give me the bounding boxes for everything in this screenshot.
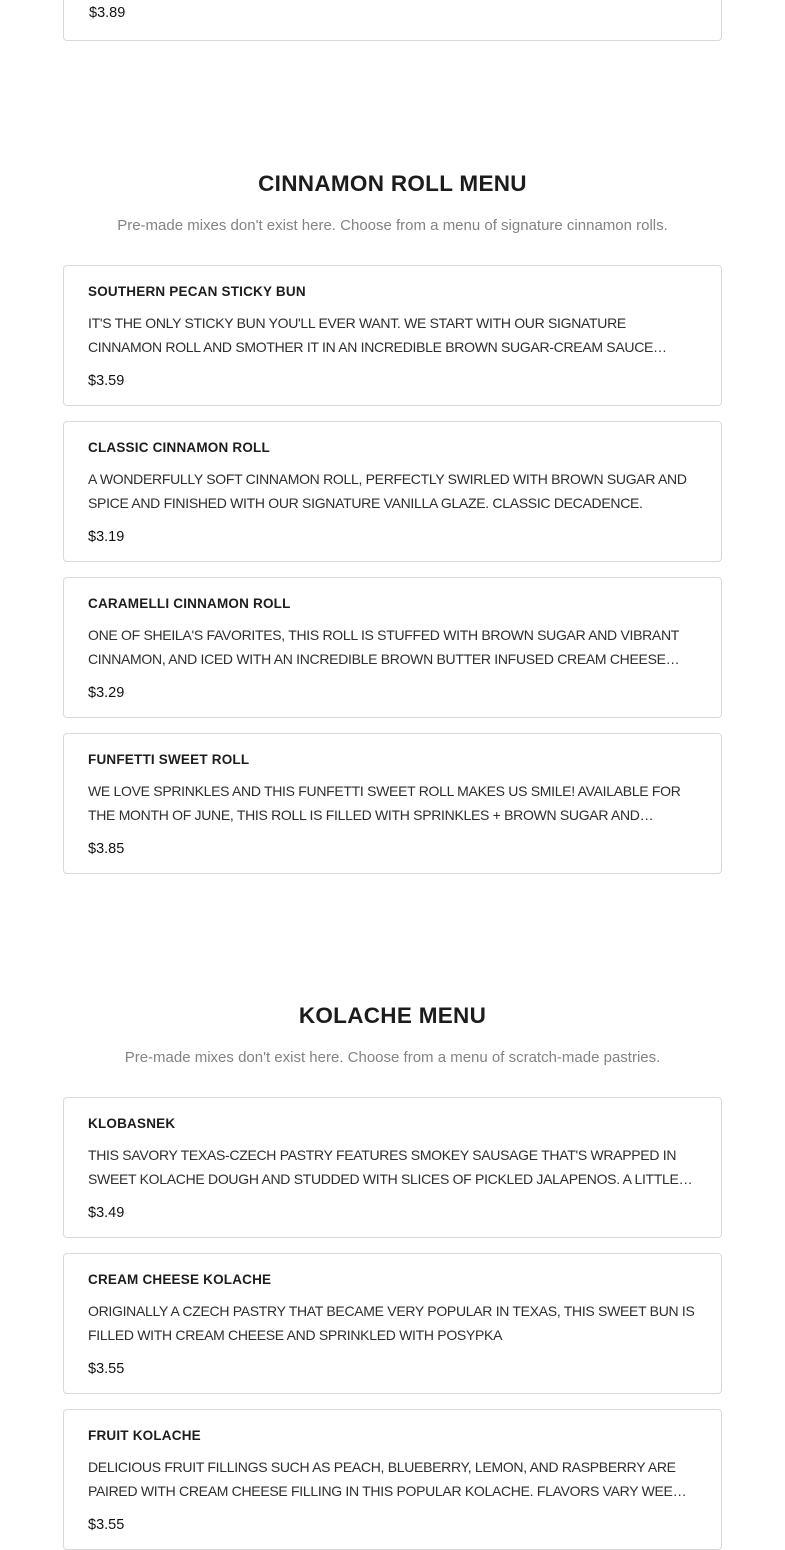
menu-item-card-funfetti-sweet-roll[interactable] [63, 733, 722, 874]
item-name: FUNFETTI SWEET ROLL [88, 752, 250, 767]
item-description: IT'S THE ONLY STICKY BUN YOU'LL EVER WANT. WE START WITH OUR SIGNATURE CINNAMON ROLL AND SMOTHER IT IN AN INCREDIBLE BROWN SUGAR-CREAM SAUCE… [88, 315, 667, 355]
menu-item-card-partial[interactable] [63, 0, 722, 41]
item-name: CREAM CHEESE KOLACHE [88, 1272, 272, 1287]
item-price: $3.59 [88, 373, 125, 389]
item-price: $3.29 [88, 685, 125, 701]
item-price: $3.19 [88, 529, 125, 545]
item-name: KLOBASNEK [88, 1116, 176, 1131]
item-description: ORIGINALLY A CZECH PASTRY THAT BECAME VERY POPULAR IN TEXAS, THIS SWEET BUN IS FILLED WITH CREAM CHEESE AND SPRINKLED WITH POSYPKA [88, 1303, 695, 1343]
item-description: THIS SAVORY TEXAS-CZECH PASTRY FEATURES SMOKEY SAUSAGE THAT'S WRAPPED IN SWEET KOLACHE DOUGH AND STUDDED WITH SLICES OF PICKLED JALAPENOS. A LITTLE… [88, 1147, 693, 1187]
section-subtitle-kolache-menu: Pre-made mixes don't exist here. Choose from a menu of scratch-made pastries. [124, 1049, 661, 1066]
item-name: CLASSIC CINNAMON ROLL [88, 440, 270, 455]
menu-item-card-klobasnek[interactable] [63, 1097, 722, 1238]
item-name: CARAMELLI CINNAMON ROLL [88, 596, 291, 611]
section-title-cinnamon-roll-menu: CINNAMON ROLL MENU [258, 171, 527, 196]
item-price: $3.55 [88, 1361, 125, 1377]
section-subtitle-cinnamon-roll-menu: Pre-made mixes don't exist here. Choose from a menu of signature cinnamon rolls. [117, 217, 668, 234]
item-description: DELICIOUS FRUIT FILLINGS SUCH AS PEACH, BLUEBERRY, LEMON, AND RASPBERRY ARE PAIRED WITH CREAM CHEESE FILLING IN THIS POPULAR KOLACHE. FLAVORS VARY WEE… [88, 1459, 687, 1499]
section-title-kolache-menu: KOLACHE MENU [298, 1003, 487, 1028]
menu-item-card-classic-cinnamon-roll[interactable] [63, 421, 722, 562]
item-description: ONE OF SHEILA'S FAVORITES, THIS ROLL IS STUFFED WITH BROWN SUGAR AND VIBRANT CINNAMON, AND ICED WITH AN INCREDIBLE BROWN BUTTER INFUSED CREAM CHEESE… [88, 627, 680, 667]
menu-item-card-cream-cheese-kolache[interactable] [63, 1253, 722, 1394]
item-description: WE LOVE SPRINKLES AND THIS FUNFETTI SWEET ROLL MAKES US SMILE! AVAILABLE FOR THE MONTH OF JUNE, THIS ROLL IS FILLED WITH SPRINKLES + BROWN SUGAR AND… [88, 783, 681, 823]
menu-item-card-fruit-kolache[interactable] [63, 1409, 722, 1550]
item-price: $3.89 [89, 5, 126, 21]
item-price: $3.55 [88, 1517, 125, 1533]
item-name: FRUIT KOLACHE [88, 1428, 201, 1443]
item-price: $3.85 [88, 841, 125, 857]
item-description: A WONDERFULLY SOFT CINNAMON ROLL, PERFECTLY SWIRLED WITH BROWN SUGAR AND SPICE AND FINISHED WITH OUR SIGNATURE VANILLA GLAZE. CLASSIC DECADENCE. [88, 471, 687, 511]
menu-item-card-caramelli-cinnamon-roll[interactable] [63, 577, 722, 718]
item-price: $3.49 [88, 1205, 125, 1221]
menu-item-card-southern-pecan-sticky-bun[interactable] [63, 265, 722, 406]
item-name: SOUTHERN PECAN STICKY BUN [88, 284, 306, 299]
